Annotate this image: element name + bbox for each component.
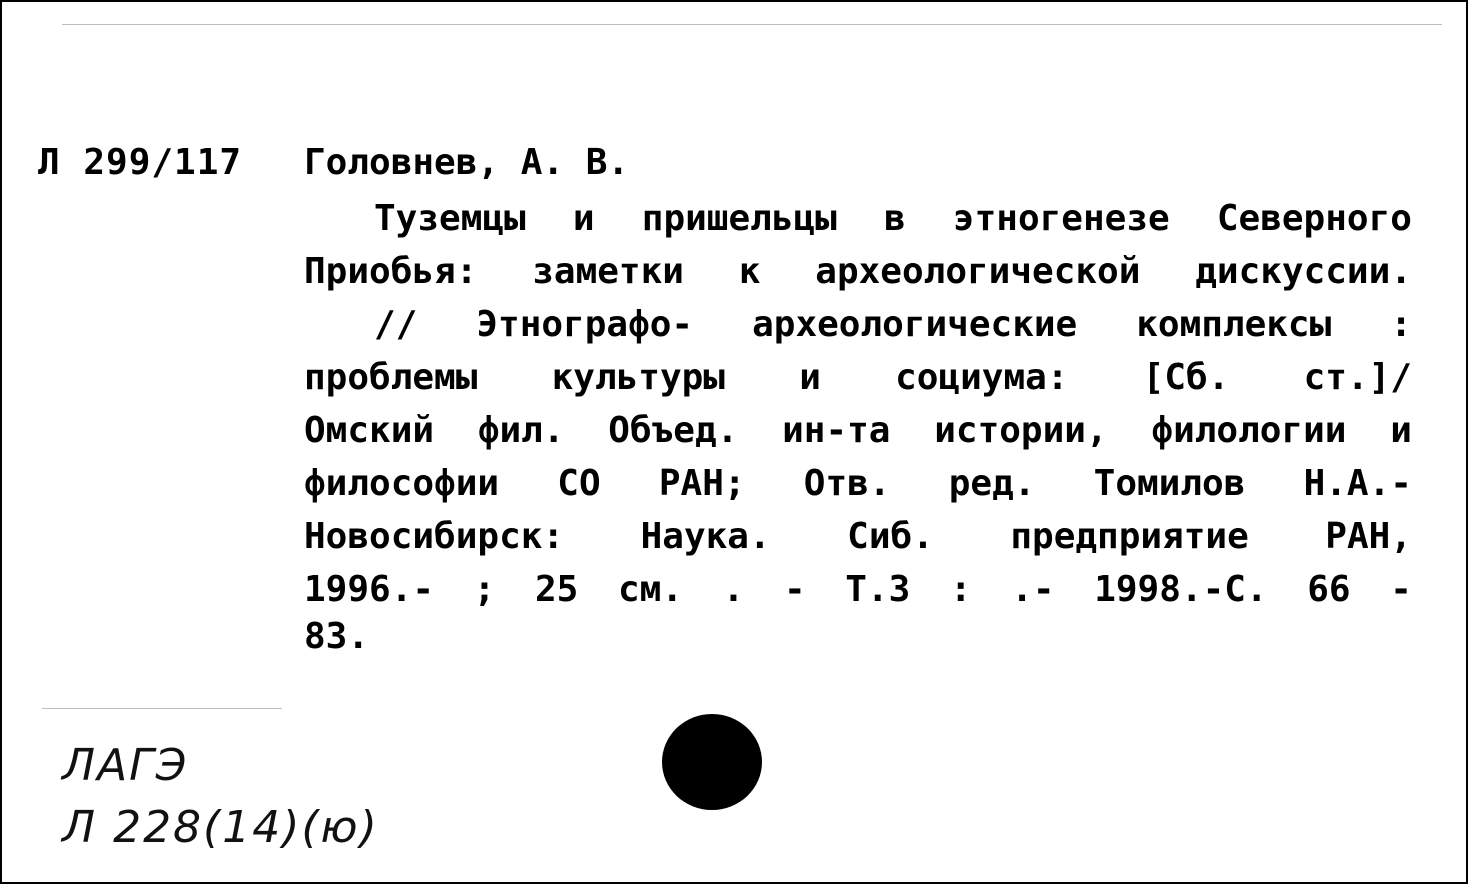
title-line-6: философии СО РАН; Отв. ред. Томилов Н.А.- — [304, 463, 1412, 504]
shelf-mark: Л 299/117 — [38, 142, 243, 183]
title-line-1: Туземцы и пришельцы в этногенезе Северного — [374, 198, 1412, 239]
title-line-8: 1996.- ; 25 см. . - Т.3 : .- 1998.-С. 66 - — [304, 569, 1412, 610]
title-line-7: Новосибирск: Наука. Сиб. предприятие РАН, — [304, 516, 1412, 557]
handwritten-code-1: ЛАГЭ — [62, 740, 189, 791]
title-line-5: Омский фил. Объед. ин-та истории, филологии и — [304, 410, 1412, 451]
title-line-4: проблемы культуры и социума: [Сб. ст.]/ — [304, 357, 1412, 398]
handwritten-code-2: Л 228(14)(ю) — [62, 802, 379, 853]
author-heading: Головнев, А. В. — [304, 142, 630, 183]
title-line-2: Приобья: заметки к археологической дискуссии. — [304, 251, 1412, 292]
punch-hole — [662, 714, 762, 810]
title-line-9: 83. — [304, 616, 370, 657]
title-line-3: // Этнографо- археологические комплексы : — [374, 304, 1412, 345]
